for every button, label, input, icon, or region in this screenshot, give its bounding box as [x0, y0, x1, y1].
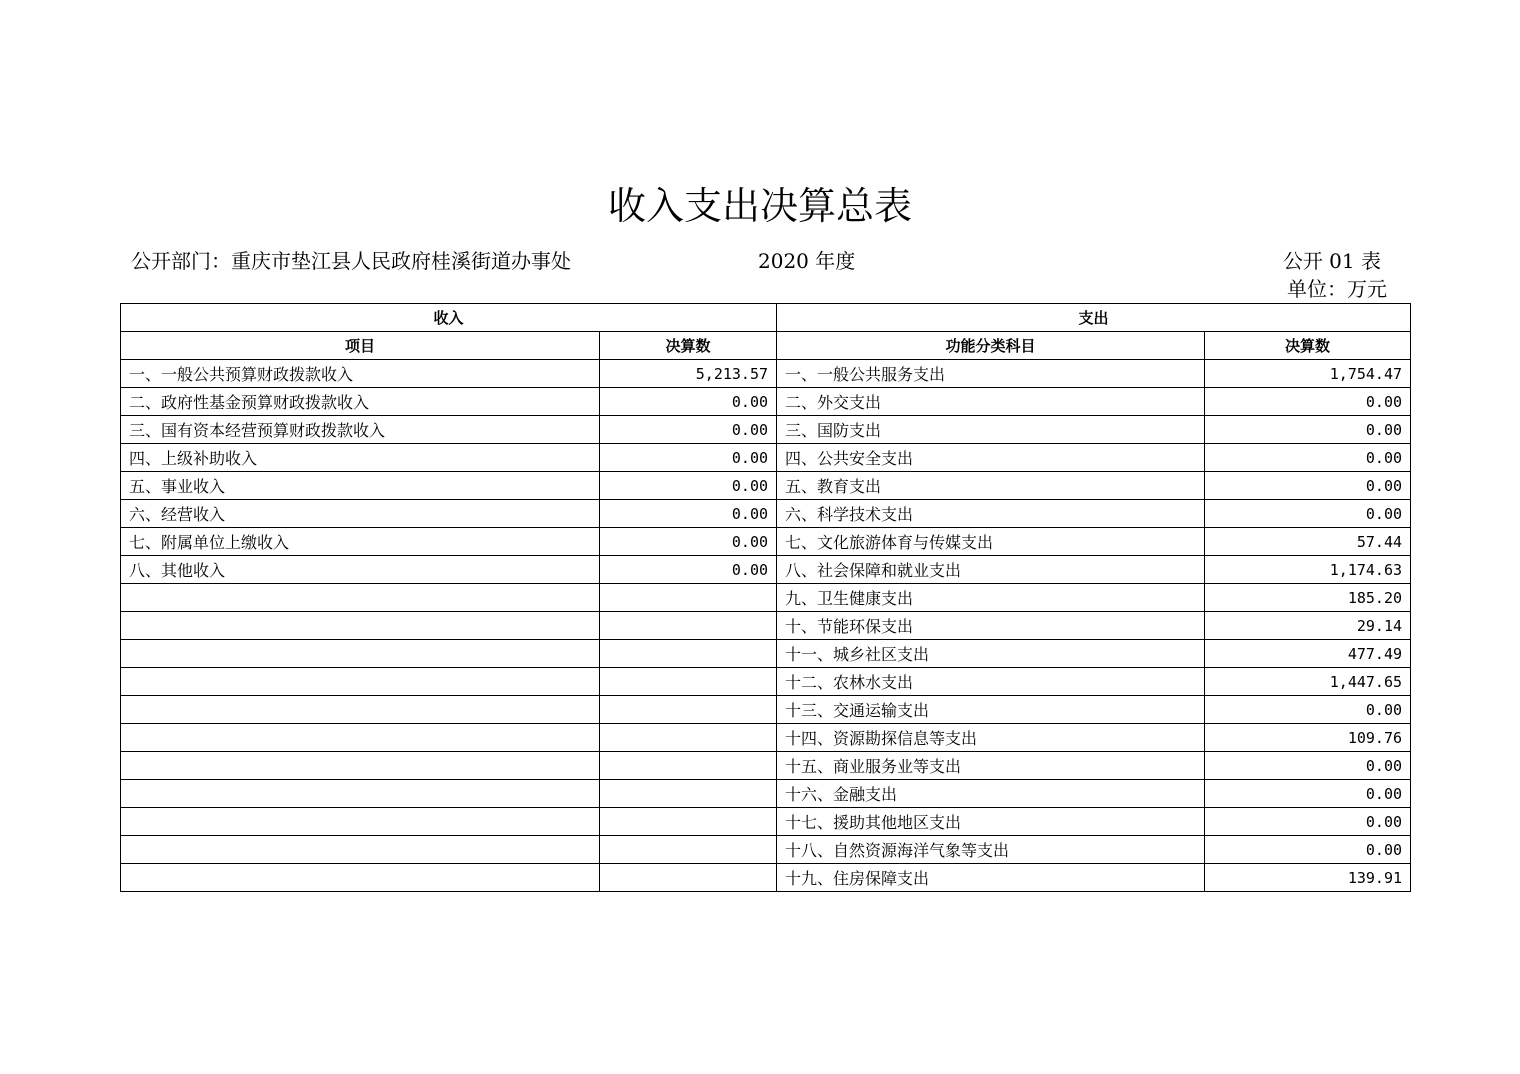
income-amount-cell	[600, 668, 777, 696]
column-header-row	[121, 332, 1411, 360]
department-label: 公开部门：重庆市垫江县人民政府桂溪街道办事处	[131, 249, 571, 273]
table-row	[121, 528, 1411, 556]
income-item-cell	[121, 752, 600, 780]
income-item-cell	[121, 780, 600, 808]
expense-amount-cell: 477.49	[1205, 640, 1411, 668]
table-body	[121, 360, 1411, 892]
expense-item-cell: 十六、金融支出	[777, 780, 1205, 808]
expense-amount-cell: 139.91	[1205, 864, 1411, 892]
income-amount-cell	[600, 612, 777, 640]
income-item-cell: 二、政府性基金预算财政拨款收入	[121, 388, 600, 416]
expense-item-cell: 十四、资源勘探信息等支出	[777, 724, 1205, 752]
expense-item-cell: 十、节能环保支出	[777, 612, 1205, 640]
income-amount-cell	[600, 836, 777, 864]
page-title: 收入支出决算总表	[607, 184, 912, 228]
income-amount-cell	[600, 780, 777, 808]
table-row	[121, 780, 1411, 808]
income-item-cell	[121, 836, 600, 864]
table-row	[121, 388, 1411, 416]
expense-amount-cell: 0.00	[1205, 836, 1411, 864]
expense-amount-cell: 0.00	[1205, 416, 1411, 444]
expense-item-cell: 一、一般公共服务支出	[777, 360, 1205, 388]
expense-item-cell: 五、教育支出	[777, 472, 1205, 500]
expense-amount-cell: 0.00	[1205, 388, 1411, 416]
expense-amount-cell: 109.76	[1205, 724, 1411, 752]
income-item-cell: 八、其他收入	[121, 556, 600, 584]
income-amount-cell: 0.00	[600, 500, 777, 528]
expense-item-cell: 九、卫生健康支出	[777, 584, 1205, 612]
expense-item-cell: 十八、自然资源海洋气象等支出	[777, 836, 1205, 864]
income-item-cell	[121, 864, 600, 892]
income-amount-cell: 0.00	[600, 528, 777, 556]
table-row	[121, 836, 1411, 864]
unit-label: 单位：万元	[1287, 277, 1387, 301]
income-amount-cell	[600, 864, 777, 892]
expense-amount-cell: 1,754.47	[1205, 360, 1411, 388]
income-amount-cell: 5,213.57	[600, 360, 777, 388]
table-row	[121, 724, 1411, 752]
income-item-cell	[121, 584, 600, 612]
expense-amount-cell: 0.00	[1205, 472, 1411, 500]
income-item-cell	[121, 640, 600, 668]
col-header-expense-amount: 决算数	[1205, 332, 1411, 360]
income-amount-cell	[600, 808, 777, 836]
income-item-cell: 五、事业收入	[121, 472, 600, 500]
table-row	[121, 752, 1411, 780]
table-row	[121, 612, 1411, 640]
table-row	[121, 668, 1411, 696]
table-row	[121, 640, 1411, 668]
table-row	[121, 500, 1411, 528]
expense-item-cell: 六、科学技术支出	[777, 500, 1205, 528]
income-amount-cell: 0.00	[600, 416, 777, 444]
col-header-item: 项目	[121, 332, 600, 360]
table-row	[121, 444, 1411, 472]
table-row	[121, 696, 1411, 724]
income-amount-cell	[600, 640, 777, 668]
expense-section-header: 支出	[777, 304, 1411, 332]
income-amount-cell	[600, 696, 777, 724]
income-item-cell	[121, 696, 600, 724]
income-item-cell: 六、经营收入	[121, 500, 600, 528]
expense-item-cell: 十五、商业服务业等支出	[777, 752, 1205, 780]
table-row	[121, 808, 1411, 836]
expense-item-cell: 十二、农林水支出	[777, 668, 1205, 696]
expense-item-cell: 十七、援助其他地区支出	[777, 808, 1205, 836]
income-item-cell: 三、国有资本经营预算财政拨款收入	[121, 416, 600, 444]
expense-item-cell: 四、公共安全支出	[777, 444, 1205, 472]
expense-amount-cell: 0.00	[1205, 752, 1411, 780]
section-header-row	[121, 304, 1411, 332]
expense-amount-cell: 0.00	[1205, 500, 1411, 528]
expense-amount-cell: 57.44	[1205, 528, 1411, 556]
expense-item-cell: 十三、交通运输支出	[777, 696, 1205, 724]
income-section-header: 收入	[121, 304, 777, 332]
income-item-cell: 四、上级补助收入	[121, 444, 600, 472]
income-amount-cell: 0.00	[600, 556, 777, 584]
table-row	[121, 360, 1411, 388]
expense-amount-cell: 0.00	[1205, 808, 1411, 836]
income-item-cell: 七、附属单位上缴收入	[121, 528, 600, 556]
table-code: 公开 01 表	[1282, 249, 1381, 273]
income-item-cell	[121, 668, 600, 696]
income-amount-cell: 0.00	[600, 472, 777, 500]
expense-item-cell: 十九、住房保障支出	[777, 864, 1205, 892]
table-row	[121, 556, 1411, 584]
table-row	[121, 416, 1411, 444]
income-amount-cell	[600, 752, 777, 780]
expense-amount-cell: 1,174.63	[1205, 556, 1411, 584]
table-row	[121, 584, 1411, 612]
expense-amount-cell: 0.00	[1205, 696, 1411, 724]
col-header-income-amount: 决算数	[600, 332, 777, 360]
income-item-cell	[121, 724, 600, 752]
expense-amount-cell: 29.14	[1205, 612, 1411, 640]
income-amount-cell: 0.00	[600, 388, 777, 416]
income-amount-cell	[600, 584, 777, 612]
fiscal-year: 2020 年度	[758, 249, 856, 273]
expense-item-cell: 三、国防支出	[777, 416, 1205, 444]
expense-amount-cell: 185.20	[1205, 584, 1411, 612]
expense-item-cell: 二、外交支出	[777, 388, 1205, 416]
income-item-cell	[121, 612, 600, 640]
expense-amount-cell: 1,447.65	[1205, 668, 1411, 696]
income-amount-cell	[600, 724, 777, 752]
income-expense-table	[120, 303, 1411, 892]
expense-item-cell: 十一、城乡社区支出	[777, 640, 1205, 668]
table-row	[121, 472, 1411, 500]
col-header-function: 功能分类科目	[777, 332, 1205, 360]
income-amount-cell: 0.00	[600, 444, 777, 472]
expense-amount-cell: 0.00	[1205, 444, 1411, 472]
income-item-cell	[121, 808, 600, 836]
expense-item-cell: 八、社会保障和就业支出	[777, 556, 1205, 584]
expense-item-cell: 七、文化旅游体育与传媒支出	[777, 528, 1205, 556]
table-row	[121, 864, 1411, 892]
expense-amount-cell: 0.00	[1205, 780, 1411, 808]
income-item-cell: 一、一般公共预算财政拨款收入	[121, 360, 600, 388]
